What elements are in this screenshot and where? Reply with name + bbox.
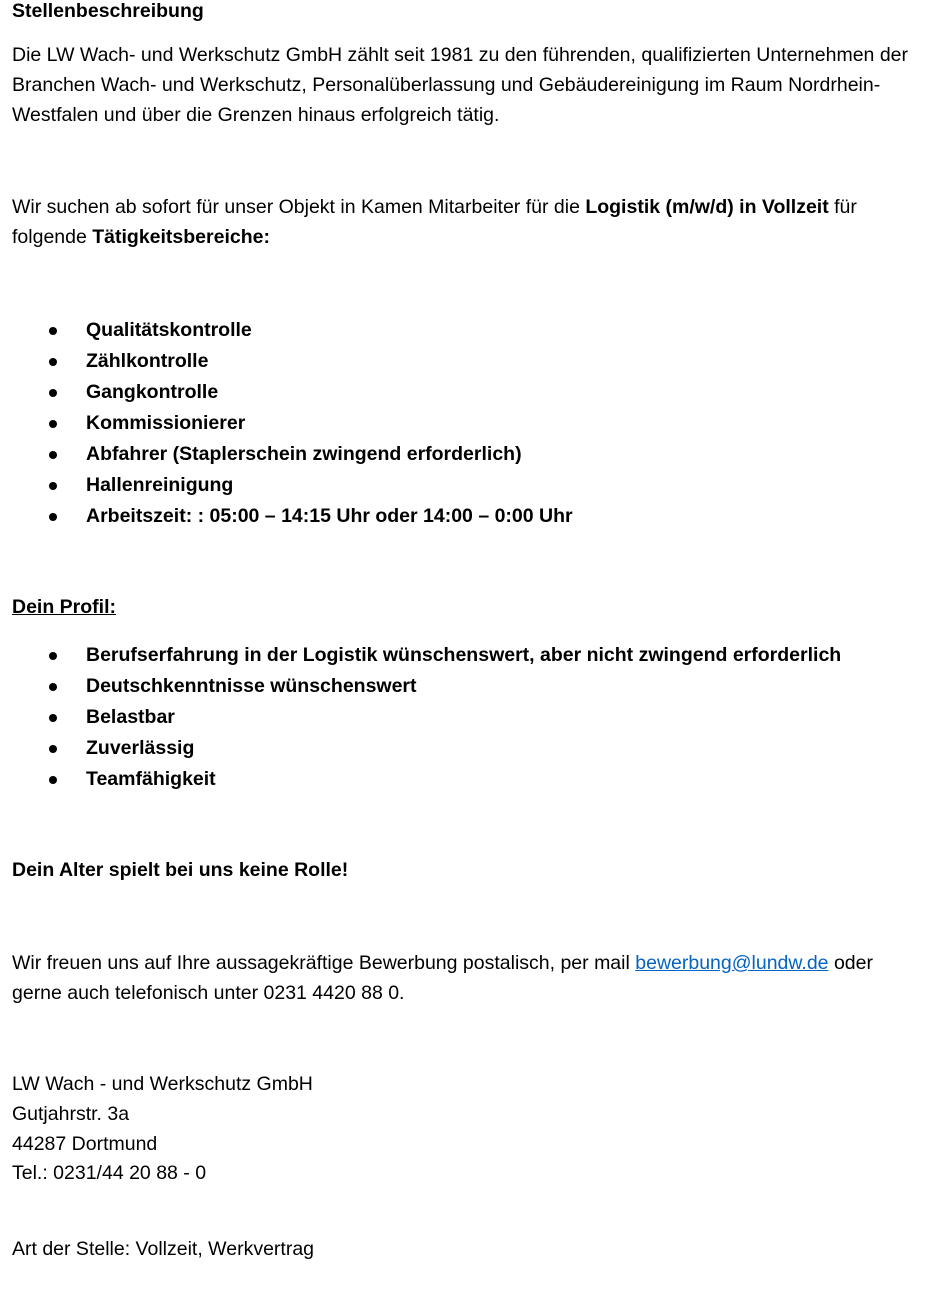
- task-item: [12, 408, 928, 439]
- application-text-part1: Wir freuen uns auf Ihre aussagekräftige Bewerbung postalisch, per mail: [12, 952, 636, 974]
- profile-item: [12, 702, 928, 733]
- address-street: Gutjahrstr. 3a: [12, 1103, 130, 1125]
- profile-list: [12, 640, 928, 795]
- search-text-part1: Wir suchen ab sofort für unser Objekt in Kamen Mitarbeiter für die: [12, 196, 586, 218]
- bullet-icon: [49, 482, 57, 490]
- bullet-icon: [49, 683, 57, 691]
- intro-paragraph: Die LW Wach- und Werkschutz GmbH zählt seit 1981 zu den führenden, qualifizierten Unternehmen der Branchen Wach- und Werkschutz, Personalüberlassung und Gebäudereinigung im Raum Nordrhein-Westfalen und über die Grenzen hinaus erfolgreich tätig.: [12, 44, 909, 126]
- address-city: 44287 Dortmund: [12, 1133, 158, 1155]
- bullet-icon: [49, 652, 57, 660]
- profile-heading: Dein Profil:: [12, 596, 117, 618]
- task-item: [12, 470, 928, 501]
- page-title: Stellenbeschreibung: [12, 0, 204, 22]
- age-statement: Dein Alter spielt bei uns keine Rolle!: [12, 859, 349, 881]
- task-item-text: Arbeitszeit: : 05:00 – 14:15 Uhr oder 14:00 – 0:00 Uhr: [86, 505, 573, 527]
- email-link[interactable]: bewerbung@lundw.de: [635, 952, 829, 974]
- profile-item-text: Deutschkenntnisse wünschenswert: [86, 675, 417, 697]
- task-list: [12, 315, 928, 532]
- task-item-text: Qualitätskontrolle: [86, 319, 252, 341]
- profile-item-text: Belastbar: [86, 706, 175, 728]
- profile-item: [12, 733, 928, 764]
- task-item-text: Hallenreinigung: [86, 474, 234, 496]
- address-company: LW Wach - und Werkschutz GmbH: [12, 1073, 313, 1095]
- search-areas-bold: Tätigkeitsbereiche:: [92, 226, 270, 248]
- task-item-text: Gangkontrolle: [86, 381, 219, 403]
- task-item: [12, 439, 928, 470]
- address-phone: Tel.: 0231/44 20 88 - 0: [12, 1162, 207, 1184]
- task-item: [12, 501, 928, 532]
- bullet-icon: [49, 420, 57, 428]
- bullet-icon: [49, 451, 57, 459]
- profile-item: [12, 640, 928, 671]
- task-item-text: Zählkontrolle: [86, 350, 209, 372]
- profile-item-text: Zuverlässig: [86, 737, 195, 759]
- search-text-part2: für folgende: [12, 196, 857, 248]
- bullet-icon: [49, 327, 57, 335]
- job-type: Art der Stelle: Vollzeit, Werkvertrag: [12, 1238, 315, 1260]
- profile-item: [12, 671, 928, 702]
- profile-item-text: Teamfähigkeit: [86, 768, 216, 790]
- search-paragraph: [12, 192, 928, 252]
- task-item: [12, 346, 928, 377]
- task-item: [12, 377, 928, 408]
- profile-item-text: Berufserfahrung in der Logistik wünschenswert, aber nicht zwingend erforderlich: [86, 644, 842, 666]
- application-text-part2: oder gerne auch telefonisch unter 0231 4420 88 0.: [12, 952, 873, 1004]
- search-position-bold: Logistik (m/w/d) in Vollzeit: [585, 196, 829, 218]
- application-paragraph: [12, 948, 928, 1008]
- bullet-icon: [49, 358, 57, 366]
- profile-item: [12, 764, 928, 795]
- bullet-icon: [49, 745, 57, 753]
- bullet-icon: [49, 513, 57, 521]
- bullet-icon: [49, 714, 57, 722]
- bullet-icon: [49, 389, 57, 397]
- task-item-text: Abfahrer (Staplerschein zwingend erforderlich): [86, 443, 522, 465]
- task-item: [12, 315, 928, 346]
- task-item-text: Kommissionierer: [86, 412, 246, 434]
- bullet-icon: [49, 776, 57, 784]
